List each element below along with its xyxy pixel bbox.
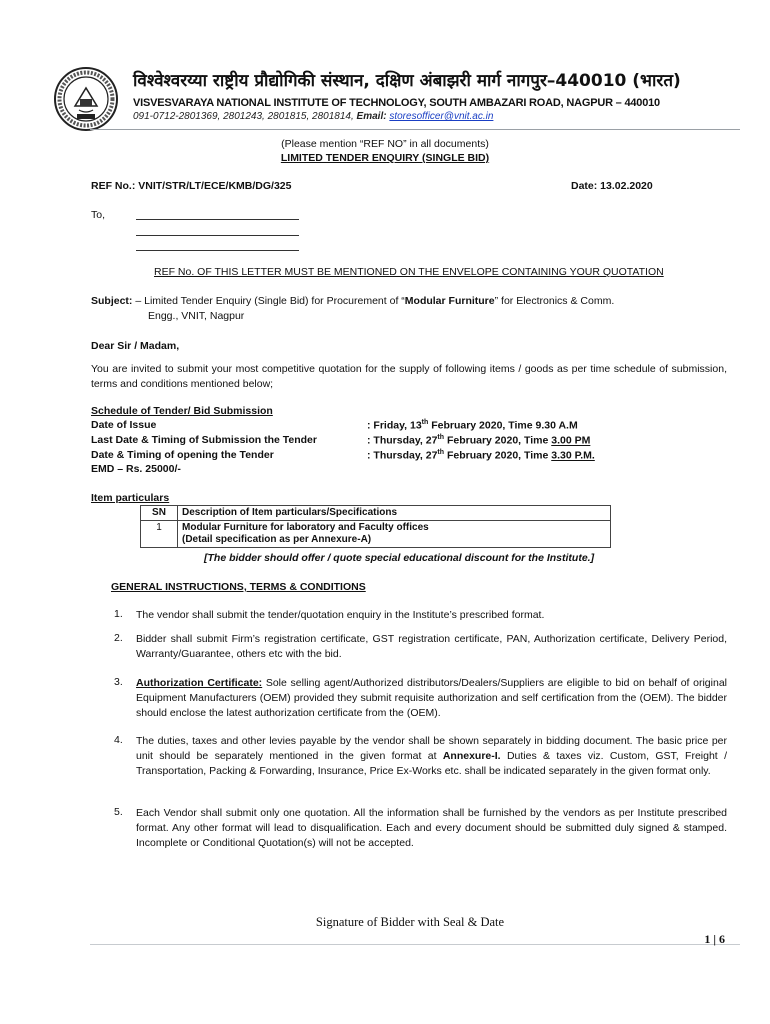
schedule-row	[91, 449, 731, 463]
address-line-3	[136, 240, 299, 251]
item-desc-cell	[178, 521, 611, 548]
item-detail: (Detail specification as per Annexure-A)	[182, 534, 372, 545]
email-link[interactable]: storesofficer@vnit.ac.in	[389, 111, 494, 122]
table-header-row	[141, 506, 611, 521]
address-line-1	[136, 209, 299, 220]
list-text	[136, 734, 727, 779]
list-text: Bidder shall submit Firm’s registration certificate, GST registration certificate, PAN, Authorization certificate, Delivery Period, Warranty/Guarantee, others etc with the bid.	[136, 633, 727, 660]
annexure-ref: Annexure-I.	[442, 750, 501, 762]
footer-divider	[90, 944, 740, 945]
schedule-value-post: February 2020, Time 9.30 A.M	[428, 419, 578, 432]
item-desc: Modular Furniture for laboratory and Faculty offices	[182, 522, 429, 533]
schedule-label: Date of Issue	[91, 419, 157, 431]
subject-line	[91, 295, 614, 307]
envelope-note-text: REF No. OF THIS LETTER MUST BE MENTIONED ON THE ENVELOPE CONTAINING YOUR QUOTATION	[154, 266, 664, 278]
address-line-2	[136, 225, 299, 236]
items-table	[140, 505, 611, 548]
item-sn: 1	[141, 521, 178, 548]
list-number: 2.	[114, 632, 123, 644]
schedule-value-pre: : Thursday, 27	[367, 449, 438, 462]
discount-note: [The bidder should offer / quote special educational discount for the Institute.]	[204, 552, 595, 564]
contact-line	[133, 111, 493, 122]
schedule-value-pre: : Friday, 13	[367, 419, 422, 432]
schedule-value-pre: : Thursday, 27	[367, 434, 438, 447]
schedule-value-post: February 2020, Time	[444, 434, 552, 447]
intro-paragraph: You are invited to submit your most competitive quotation for the supply of following items / goods as per time schedule of submission, terms and conditions mentioned below;	[91, 363, 727, 390]
list-text: The vendor shall submit the tender/quotation enquiry in the Institute’s prescribed format.	[136, 609, 545, 621]
general-heading	[111, 581, 366, 593]
phone-numbers: 091-0712-2801369, 2801243, 2801815, 2801814,	[133, 111, 354, 122]
schedule-row	[91, 434, 731, 448]
schedule-value-sup: th	[421, 419, 429, 426]
institute-name: VISVESVARAYA NATIONAL INSTITUTE OF TECHNOLOGY, SOUTH AMBAZARI ROAD, NAGPUR – 440010	[133, 97, 660, 109]
ref-date: Date: 13.02.2020	[571, 180, 653, 192]
subject-line-2: Engg., VNIT, Nagpur	[148, 310, 245, 322]
header-divider	[90, 129, 740, 130]
schedule-value-sup: th	[437, 449, 445, 456]
document-title	[0, 152, 770, 164]
items-heading-text: Item particulars	[91, 492, 170, 504]
envelope-note	[154, 266, 664, 278]
subject-text-post: ” for Electronics & Comm.	[494, 295, 615, 307]
general-heading-text: GENERAL INSTRUCTIONS, TERMS & CONDITIONS	[111, 581, 366, 593]
schedule-row	[91, 419, 731, 433]
email-label: Email:	[356, 111, 387, 122]
salutation: Dear Sir / Madam,	[91, 340, 180, 352]
institute-logo	[53, 66, 119, 132]
list-number: 4.	[114, 734, 123, 746]
schedule-label: Date & Timing of opening the Tender	[91, 449, 274, 461]
authorization-text: Sole selling agent/Authorized distributors/Dealers/Suppliers are eligible to bid on behalf of original Equipment Manufacturers (OEM) provided they submit requisite authorization and self certification from the (OEM). The bidder should enclose the latest authorization certificate from the (OEM).	[136, 677, 727, 719]
signature-line: Signature of Bidder with Seal & Date	[315, 915, 505, 929]
schedule-value-post: February 2020, Time	[444, 449, 552, 462]
table-row	[141, 521, 611, 548]
subject-item: Modular Furniture	[404, 295, 495, 307]
emd-amount: EMD – Rs. 25000/-	[91, 463, 181, 475]
schedule-value-time: 3.00 PM	[551, 434, 591, 447]
ref-number: REF No.: VNIT/STR/LT/ECE/KMB/DG/325	[91, 180, 292, 192]
mention-note: (Please mention “REF NO” in all documents)	[281, 138, 489, 150]
subject-label: Subject:	[91, 295, 133, 307]
to-label: To,	[91, 209, 106, 221]
subject-text-pre: – Limited Tender Enquiry (Single Bid) for Procurement of “	[135, 295, 405, 307]
page-number: 1 | 6	[704, 932, 725, 946]
schedule-label: Last Date & Timing of Submission the Tender	[91, 434, 317, 446]
list-number: 3.	[114, 676, 123, 688]
items-heading	[91, 492, 169, 504]
list-text	[136, 676, 727, 721]
col-desc-header: Description of Item particulars/Specifications	[178, 506, 611, 521]
schedule-value-sup: th	[437, 434, 445, 441]
schedule-heading	[91, 405, 273, 417]
list-number: 5.	[114, 806, 123, 818]
authorization-label: Authorization Certificate:	[136, 677, 263, 689]
institute-name-hindi: विश्वेश्वरय्या राष्ट्रीय प्रौद्योगिकी संस्थान, दक्षिण अंबाझरी मार्ग नागपुर–440010 (भारत)	[133, 71, 681, 91]
list-text: Each Vendor shall submit only one quotation. All the information shall be furnished by the vendors as per Institute prescribed format. Any other format will lead to disqualification. Each and every document should be submitted duly signed & stamped. Incomplete or Conditional Quotation(s) will not be accepted.	[136, 807, 727, 849]
col-sn-header: SN	[141, 506, 178, 521]
schedule-value	[367, 419, 578, 432]
document-title-text: LIMITED TENDER ENQUIRY (SINGLE BID)	[280, 152, 490, 164]
schedule-value	[367, 449, 595, 462]
schedule-heading-text: Schedule of Tender/ Bid Submission	[91, 405, 273, 417]
duties-text-post: Duties & taxes viz. Custom, GST, Freight / Transportation, Packing & Forwarding, Insurance, Price Ex-Works etc. shall be indicated separately in the given format only.	[136, 750, 727, 777]
list-number: 1.	[114, 608, 123, 620]
duties-text-pre: The duties, taxes and other levies payable by the vendor shall be shown separately in bidding document. The basic price per unit should be separately mentioned in the given format at	[136, 735, 727, 762]
schedule-value-time: 3.30 P.M.	[551, 449, 595, 462]
schedule-value	[367, 434, 590, 447]
